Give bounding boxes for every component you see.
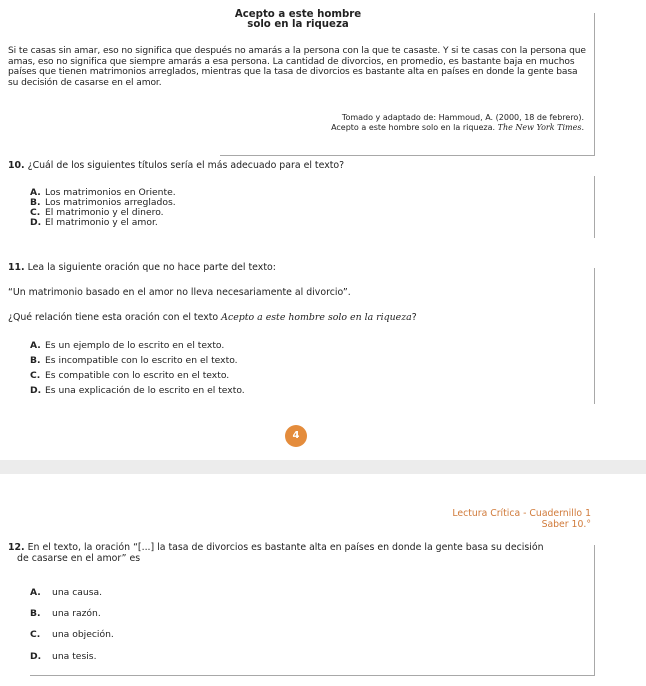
q11-option-letter: B. [30, 355, 41, 366]
q11-number: 11. [8, 262, 25, 273]
source-publication: The New York Times. [497, 122, 584, 132]
q12-number: 12. [8, 542, 25, 553]
q11-option-letter: A. [30, 340, 41, 351]
q12-prompt-line2: de casarse en el amor” es [17, 552, 141, 564]
q11-prompt-text: Lea la siguiente oración que no hace parte del texto: [27, 262, 276, 273]
q11-question-title: Acepto a este hombre solo en la riqueza [221, 312, 412, 323]
q12-option-a[interactable] [30, 588, 102, 598]
q10-option-text: El matrimonio y el amor. [45, 217, 158, 228]
q11-option-letter: C. [30, 370, 41, 381]
q12-prompt-text1: En el texto, la oración “[...] la tasa de divorcios es bastante alta en países en donde la gente basa su decisión [27, 542, 544, 553]
q10-right-rule [594, 176, 595, 238]
q11-prompt [8, 263, 276, 274]
q10-number: 10. [8, 160, 25, 171]
q12-option-letter: C. [30, 629, 41, 640]
reading-title [0, 10, 596, 30]
booklet-header [452, 508, 591, 530]
q12-prompt [8, 543, 598, 564]
q11-option-text: Es compatible con lo escrito en el texto. [45, 370, 230, 381]
q11-question-suffix: ? [411, 312, 417, 323]
q11-option-text: Es incompatible con lo escrito en el texto. [45, 355, 238, 366]
q12-option-letter: B. [30, 608, 41, 619]
q12-option-c[interactable] [30, 630, 114, 640]
reading-paragraph: Si te casas sin amar, eso no significa que después no amarás a la persona con la que te casaste. Y si te casas con la persona que amas, eso no significa que siempre amarás a esa persona. La cantidad de divorcios, en promedio, es bastante baja en muchos países que tienen matrimonios arreglados, mientras que la tasa de divorcios es bastante alta en países en donde la gente basa su decisión de casarse en el amor. [8, 46, 586, 88]
q11-option-a[interactable] [30, 341, 224, 351]
q11-question [8, 313, 417, 324]
q11-option-c[interactable] [30, 371, 229, 381]
q10-prompt-text: ¿Cuál de los siguientes títulos sería el más adecuado para el texto? [27, 160, 345, 171]
q12-option-letter: D. [30, 651, 42, 662]
q10-option-d[interactable] [30, 218, 158, 228]
q11-question-prefix: ¿Qué relación tiene esta oración con el texto [8, 312, 219, 323]
q10-option-text: El matrimonio y el dinero. [45, 207, 164, 218]
q12-option-text: una objeción. [52, 629, 114, 640]
q12-option-text: una tesis. [52, 651, 97, 662]
q11-option-text: Es una explicación de lo escrito en el texto. [45, 385, 245, 396]
q11-right-rule [594, 268, 595, 404]
q11-option-letter: D. [30, 385, 42, 396]
page-break-band [0, 460, 646, 474]
right-rule [594, 13, 595, 156]
q12-option-text: una razón. [52, 608, 101, 619]
q12-right-rule [594, 545, 595, 675]
q11-option-text: Es un ejemplo de lo escrito en el texto. [45, 340, 225, 351]
source-line2 [331, 123, 584, 133]
q11-option-b[interactable] [30, 356, 238, 366]
q11-option-d[interactable] [30, 386, 245, 396]
source-citation [331, 113, 584, 132]
source-line2-prefix: Acepto a este hombre solo en la riqueza. [331, 122, 496, 132]
page-number-badge: 4 [285, 425, 307, 447]
q10-option-text: Los matrimonios arreglados. [45, 197, 176, 208]
q12-prompt-line1 [8, 543, 598, 554]
q10-option-text: Los matrimonios en Oriente. [45, 187, 176, 198]
booklet-header-line1: Lectura Crítica - Cuadernillo 1 [452, 508, 591, 519]
q10-prompt [8, 161, 344, 172]
bottom-rule [220, 155, 595, 156]
q11-quote: “Un matrimonio basado en el amor no lleva necesariamente al divorcio”. [8, 287, 351, 298]
q10-option-letter: A. [30, 187, 41, 198]
q12-option-text: una causa. [52, 587, 103, 598]
q12-option-b[interactable] [30, 609, 101, 619]
booklet-header-line2: Saber 10.° [541, 519, 591, 530]
q10-option-letter: C. [30, 207, 41, 218]
reading-title-line2: solo en la riqueza [247, 19, 349, 30]
reading-title-line1: Acepto a este hombre [234, 9, 362, 20]
q12-option-letter: A. [30, 587, 41, 598]
source-line1: Tomado y adaptado de: Hammoud, A. (2000, 18 de febrero). [341, 113, 584, 122]
q10-option-letter: D. [30, 217, 42, 228]
q10-option-letter: B. [30, 197, 41, 208]
q12-option-d[interactable] [30, 652, 97, 662]
q12-bottom-rule [30, 675, 595, 676]
